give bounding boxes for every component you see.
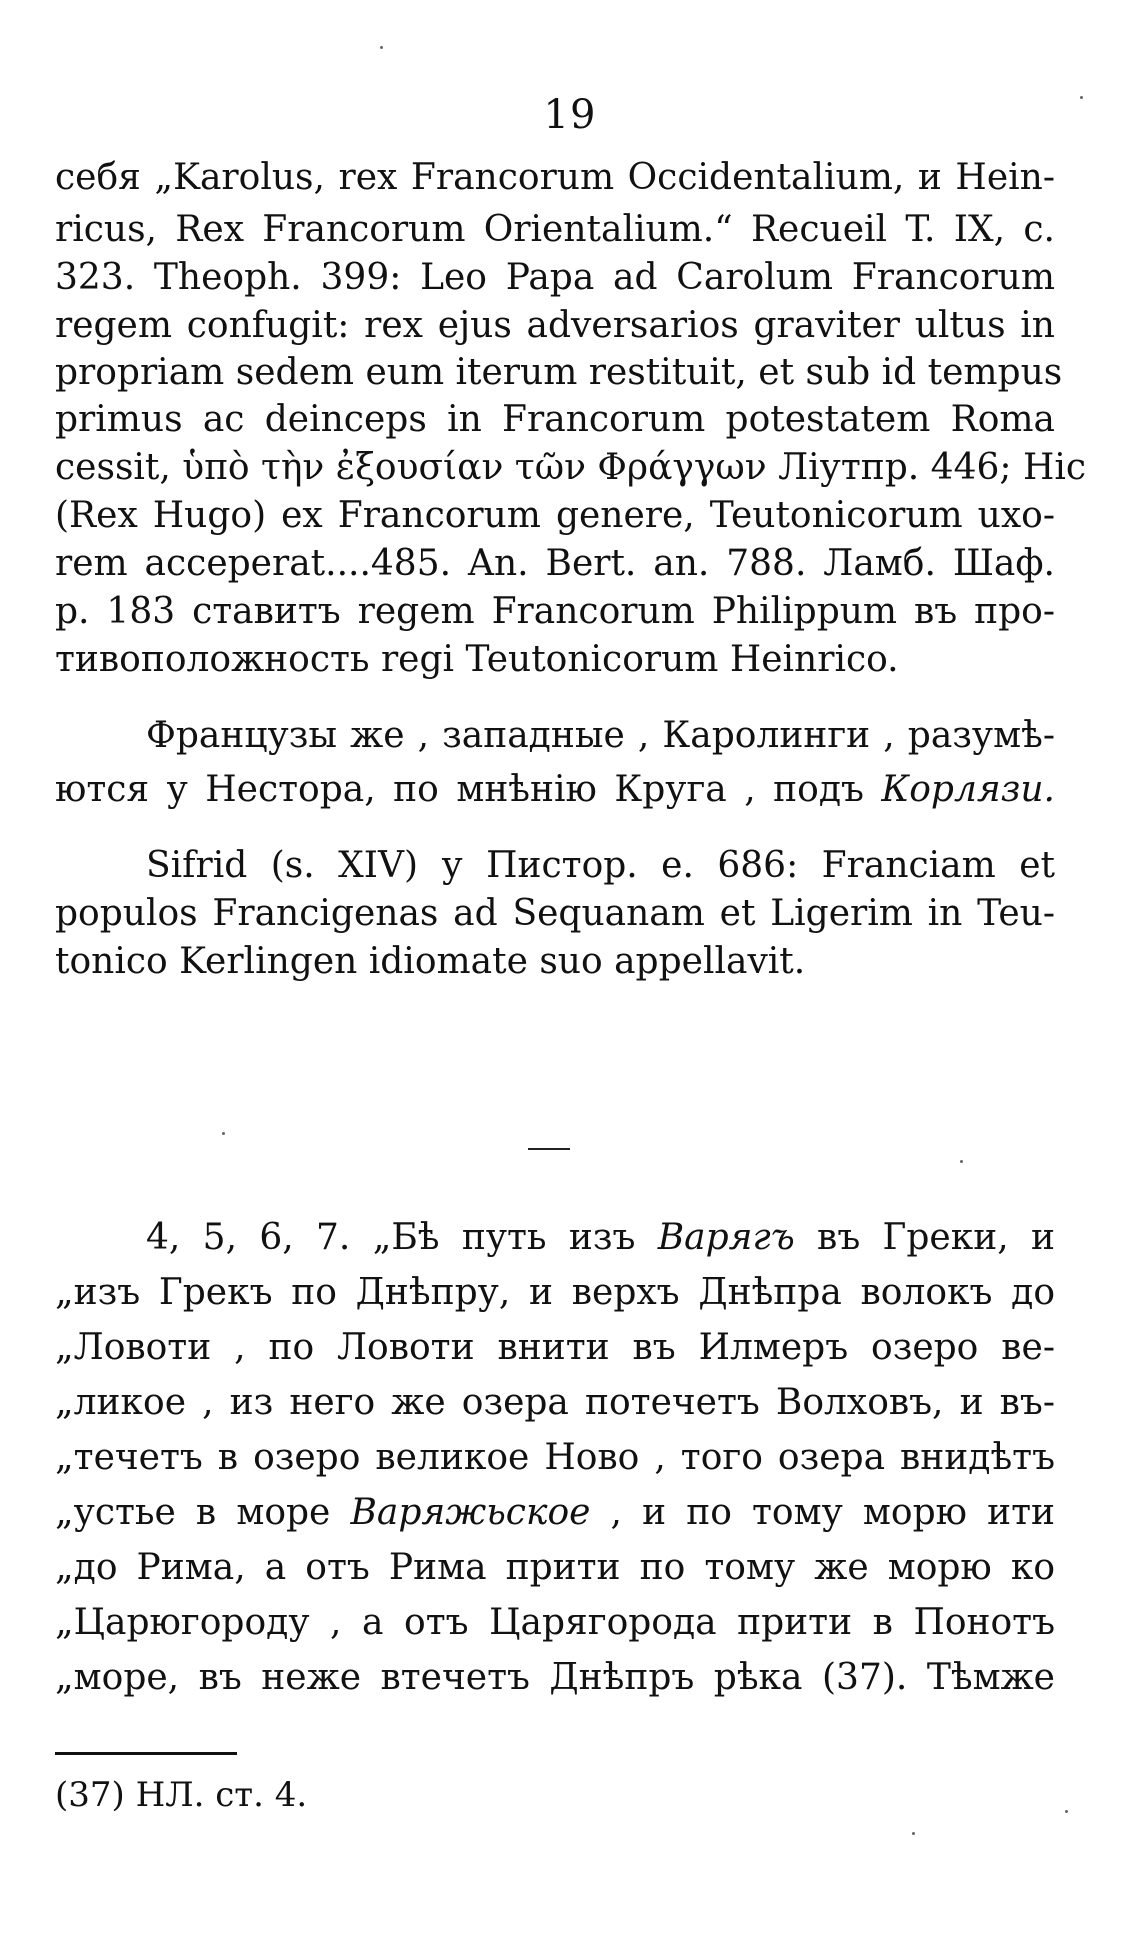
section-divider <box>528 1148 570 1150</box>
paragraph1-line-8: (Rex Hugo) ex Francorum genere, Teutonicorum uxo- <box>55 495 1055 536</box>
paragraph4-line-3: „Ловоти , по Ловоти внити въ Илмеръ озеро ве- <box>55 1327 1055 1368</box>
paragraph4-line-9: „море, въ неже втечетъ Днѣпръ рѣка (37). Тѣмже <box>55 1657 1055 1698</box>
paragraph4-line-8: „Царюгороду , а отъ Царягорода прити в Понотъ <box>55 1602 1055 1643</box>
paragraph4-line-7: „до Рима, а отъ Рима прити по тому же морю ко <box>55 1547 1055 1588</box>
paragraph1-line-10: p. 183 ставитъ regem Francorum Philippum въ про- <box>55 591 1055 632</box>
paragraph4-line-6-text: „устье в море <box>55 1492 351 1533</box>
paragraph2-italic-word: Корлязи. <box>881 769 1055 810</box>
paragraph3-line-2: populos Francigenas ad Sequanam et Ligerim in Teu- <box>55 893 1055 934</box>
paragraph4-line-6 <box>55 1492 1055 1533</box>
paragraph4-italic-word-2: Варяжьское <box>350 1492 591 1533</box>
scan-speck <box>912 1832 915 1835</box>
paragraph3-line-1: Sifrid (s. XIV) у Пистор. e. 686: Franciam et <box>146 845 1055 886</box>
paragraph4-line-1-text: 4, 5, 6, 7. „Бѣ путь изъ <box>146 1217 658 1258</box>
scan-speck <box>1065 1810 1068 1813</box>
footnote: (37) НЛ. ст. 4. <box>55 1775 308 1815</box>
paragraph4-line-1 <box>146 1217 1055 1258</box>
scan-speck <box>222 1132 225 1135</box>
paragraph2-line-1: Французы же , западные , Каролинги , разумѣ- <box>146 715 1055 756</box>
paragraph1-line-11: тивоположность regi Teutonicorum Heinrico. <box>55 639 899 680</box>
paragraph1-line-7: cessit, ὑπὸ τὴν ἐξουσίαν τῶν Φράγγων Ліутпр. 446; Hic <box>55 447 1087 488</box>
page-number: 19 <box>543 92 597 138</box>
paragraph1-line-3: 323. Theoph. 399: Leo Papa ad Carolum Francorum <box>55 257 1055 298</box>
paragraph4-italic-word-1: Варягъ <box>657 1217 795 1258</box>
paragraph1-line-1: себя „Karolus, rex Francorum Occidentalium, и Hein- <box>55 157 1055 198</box>
paragraph2-line-2-text: ются у Нестора, по мнѣнію Круга , подъ <box>55 769 882 810</box>
scan-speck <box>960 1160 963 1163</box>
paragraph3-line-3: tonico Kerlingen idiomate suo appellavit. <box>55 941 806 982</box>
paragraph4-line-6-suffix: , и по тому морю ити <box>590 1492 1055 1533</box>
paragraph1-line-5: propriam sedem eum iterum restituit, et sub id tempus <box>55 352 1063 393</box>
paragraph1-line-6: primus ac deinceps in Francorum potestatem Roma <box>55 399 1055 440</box>
scan-speck <box>380 46 383 49</box>
paragraph4-line-2: „изъ Грекъ по Днѣпру, и верхъ Днѣпра волокъ до <box>55 1272 1055 1313</box>
paragraph4-line-4: „ликое , из него же озера потечетъ Волховъ, и въ- <box>55 1382 1055 1423</box>
paragraph4-line-1-suffix: въ Греки, и <box>794 1217 1055 1258</box>
footnote-rule <box>55 1752 237 1755</box>
paragraph2-line-2 <box>55 769 1055 810</box>
scan-speck <box>1080 96 1083 99</box>
paragraph1-line-2: ricus, Rex Francorum Orientalium.“ Recueil T. IX, c. <box>55 209 1055 250</box>
paragraph1-line-9: rem acceperat....485. An. Bert. an. 788. Ламб. Шаф. <box>55 543 1055 584</box>
paragraph1-line-4: regem confugit: rex ejus adversarios graviter ultus in <box>55 305 1055 346</box>
paragraph4-line-5: „течетъ в озеро великое Ново , того озера внидѣтъ <box>55 1437 1055 1478</box>
